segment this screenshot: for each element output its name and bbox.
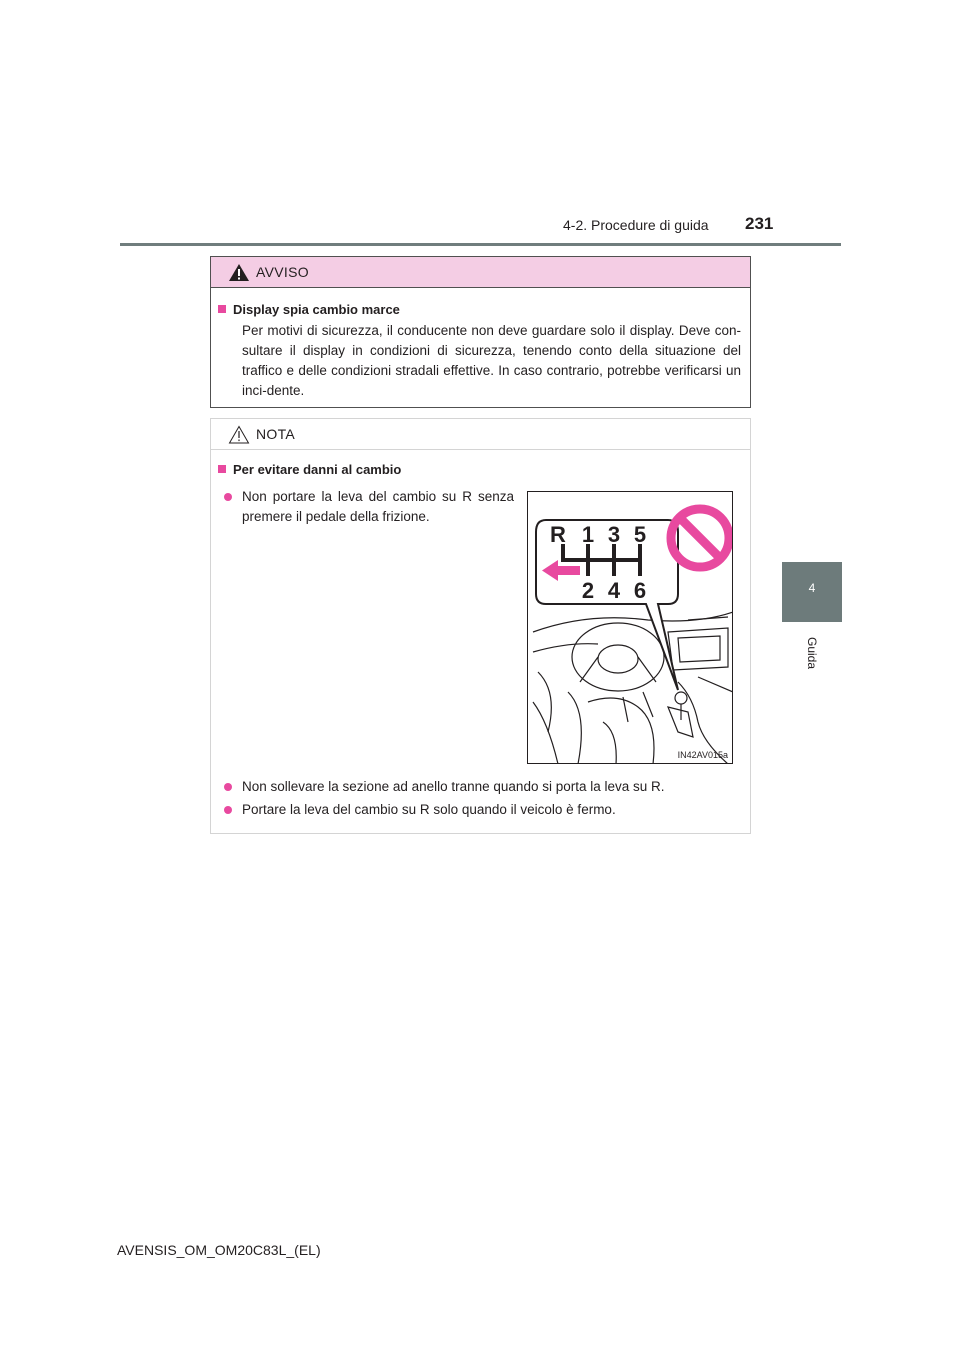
chapter-number: 4 — [808, 581, 816, 595]
header-rule — [120, 243, 841, 246]
warning-box — [210, 256, 751, 408]
list-item: Portare la leva del cambio su R solo quando il veicolo è fermo. — [224, 800, 734, 820]
chapter-label: Guida — [805, 636, 819, 670]
caution-triangle-icon — [228, 425, 250, 444]
note-box — [210, 418, 751, 834]
gearshift-drawing — [528, 492, 733, 764]
gear-label: 3 — [607, 522, 621, 547]
square-bullet-icon — [218, 305, 226, 313]
warning-title: Display spia cambio marce — [218, 302, 400, 317]
square-bullet-icon — [218, 465, 226, 473]
warning-header — [211, 257, 750, 288]
warning-triangle-icon — [228, 263, 250, 282]
section-title: 4-2. Procedure di guida — [563, 217, 709, 233]
warning-body: Per motivi di sicurezza, il conducente non deve guardare solo il display. Deve con-sultare il display in condizioni di sicurezza, tenendo conto della situazione del traffico e delle condizioni stradali effettive. In caso contrario, potrebbe verificarsi un inci-dente. — [242, 323, 741, 398]
round-bullet-icon — [224, 806, 232, 814]
gearshift-illustration — [527, 491, 733, 764]
gear-label: 6 — [633, 578, 647, 603]
note-header — [211, 419, 750, 450]
chapter-label-container — [787, 628, 837, 678]
chapter-tab — [782, 562, 842, 622]
round-bullet-icon — [224, 493, 232, 501]
gear-label: 5 — [633, 522, 647, 547]
illustration-code: IN42AV015a — [677, 750, 728, 760]
prohibition-icon — [671, 509, 729, 567]
gear-label: 4 — [607, 578, 621, 603]
warning-label: AVVISO — [256, 264, 309, 280]
list-item: Non portare la leva del cambio su R senza premere il pedale della frizione. — [224, 487, 514, 527]
page-number: 231 — [745, 214, 774, 233]
round-bullet-icon — [224, 783, 232, 791]
gear-label: 2 — [581, 578, 595, 603]
gear-label: R — [550, 522, 566, 547]
list-item: Non sollevare la sezione ad anello tranne quando si porta la leva su R. — [224, 777, 734, 797]
gear-label: 1 — [581, 522, 595, 547]
note-label: NOTA — [256, 426, 296, 442]
note-title: Per evitare danni al cambio — [218, 462, 401, 477]
document-code: AVENSIS_OM_OM20C83L_(EL) — [117, 1242, 321, 1258]
